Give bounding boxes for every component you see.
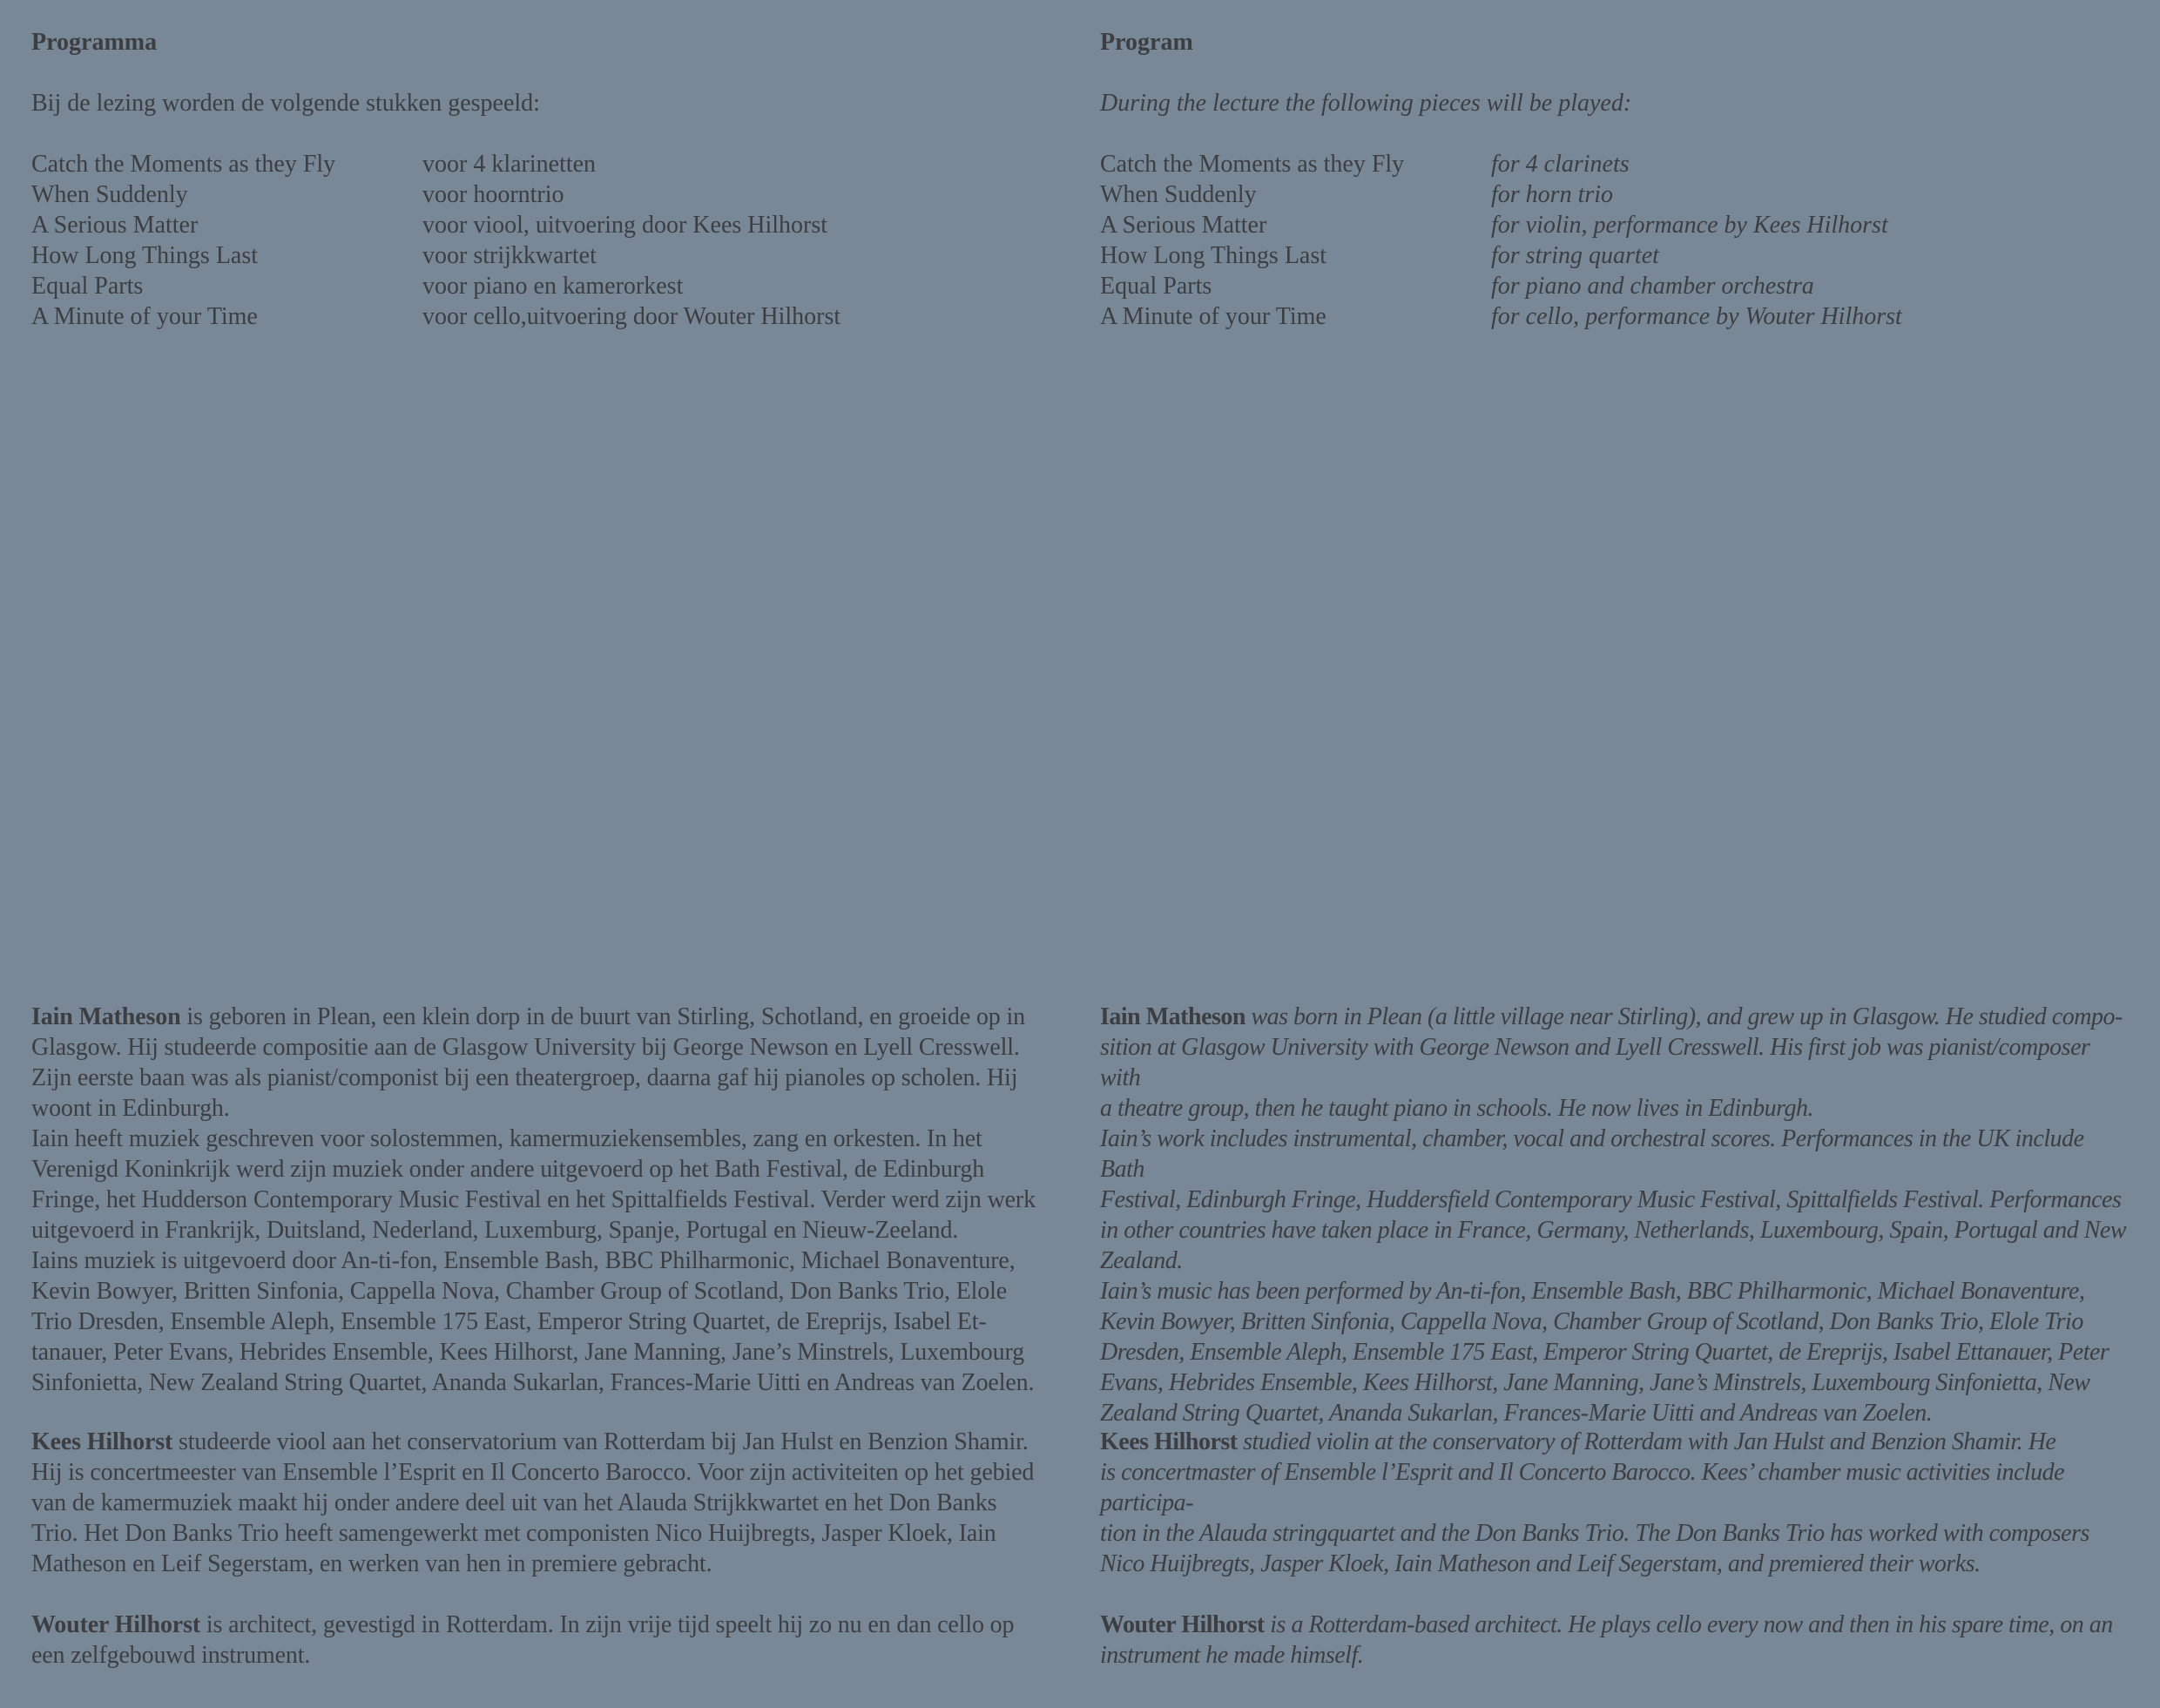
bio-line <box>31 1610 1059 1640</box>
bio-line: een zelfgebouwd instrument. <box>31 1642 311 1669</box>
bio-name: Wouter Hilhorst <box>1100 1611 1265 1638</box>
bio-line: Iains muziek is uitgevoerd door An-ti-fon, Ensemble Bash, BBC Philharmonic, Michael Bonaventure, <box>31 1247 1016 1274</box>
piece-instrumentation: voor strijkkwartet <box>422 242 597 269</box>
bio-line: Kevin Bowyer, Britten Sinfonia, Cappella Nova, Chamber Group of Scotland, Don Banks Trio, Elole <box>31 1278 1008 1305</box>
bio-wouter-hilhorst-nl <box>31 1610 1059 1671</box>
bio-text: is a Rotterdam-based architect. He plays cello every now and then in his spare time, on an <box>1264 1611 2113 1638</box>
bio-line: Fringe, het Hudderson Contemporary Music Festival en het Spittalfields Festival. Verder werd zijn werk <box>31 1186 1036 1213</box>
piece-title: Catch the Moments as they Fly <box>31 151 336 178</box>
piece-row <box>31 179 1059 210</box>
bio-kees-hilhorst-en <box>1100 1427 2128 1579</box>
bio-text: studied violin at the conservatory of Rotterdam with Jan Hulst and Benzion Shamir. He <box>1237 1428 2056 1455</box>
bio-line: Iain heeft muziek geschreven voor solostemmen, kamermuziekensembles, zang en orkesten. In het <box>31 1125 982 1152</box>
bio-wouter-hilhorst-en <box>1100 1610 2128 1671</box>
piece-row <box>1100 301 2128 332</box>
piece-title: A Serious Matter <box>31 212 199 239</box>
piece-row <box>31 301 1059 332</box>
piece-title: A Minute of your Time <box>31 303 258 330</box>
bio-line: in other countries have taken place in France, Germany, Netherlands, Luxembourg, Spain, Portugal and New <box>1100 1217 2127 1244</box>
bio-line: van de kamermuziek maakt hij onder andere deel uit van het Alauda Strijkkwartet en het Don Banks <box>31 1489 997 1516</box>
bio-line: a theatre group, then he taught piano in schools. He now lives in Edinburgh. <box>1100 1095 1814 1122</box>
piece-row <box>31 149 1059 179</box>
bio-text: studeerde viool aan het conservatorium van Rotterdam bij Jan Hulst en Benzion Shamir. <box>172 1428 1029 1455</box>
bio-line <box>1100 1002 2128 1032</box>
piece-instrumentation: for cello, performance by Wouter Hilhorst <box>1491 303 1902 330</box>
bio-text: is architect, gevestigd in Rotterdam. In zijn vrije tijd speelt hij zo nu en dan cello op <box>200 1611 1015 1638</box>
bio-line: Festival, Edinburgh Fringe, Huddersfield Contemporary Music Festival, Spittalfields Festival. Performances <box>1100 1186 2122 1213</box>
bio-line <box>1100 1610 2128 1640</box>
program-intro-nl: Bij de lezing worden de volgende stukken gespeeld: <box>31 90 540 117</box>
piece-row <box>1100 271 2128 301</box>
piece-title: How Long Things Last <box>1100 242 1327 269</box>
piece-instrumentation: for piano and chamber orchestra <box>1491 273 1814 300</box>
bio-line: Kevin Bowyer, Britten Sinfonia, Cappella Nova, Chamber Group of Scotland, Don Banks Trio, Elole Trio <box>1100 1308 2083 1335</box>
bio-line: is concertmaster of Ensemble l’Esprit and Il Concerto Barocco. Kees’ chamber music activities include participa- <box>1100 1459 2065 1516</box>
piece-title: A Serious Matter <box>1100 212 1267 239</box>
bio-line: uitgevoerd in Frankrijk, Duitsland, Nederland, Luxemburg, Spanje, Portugal en Nieuw-Zeeland. <box>31 1217 959 1244</box>
piece-instrumentation: voor piano en kamerorkest <box>422 273 684 300</box>
bio-line: woont in Edinburgh. <box>31 1095 230 1122</box>
piece-title: Catch the Moments as they Fly <box>1100 151 1405 178</box>
piece-instrumentation: voor hoorntrio <box>422 181 564 208</box>
piece-instrumentation: for violin, performance by Kees Hilhorst <box>1491 212 1888 239</box>
piece-title: When Suddenly <box>1100 181 1257 208</box>
piece-row <box>1100 179 2128 210</box>
bio-line: Verenigd Koninkrijk werd zijn muziek onder andere uitgevoerd op het Bath Festival, de Edinburgh <box>31 1156 985 1183</box>
bio-line: tion in the Alauda stringquartet and the Don Banks Trio. The Don Banks Trio has worked with composers <box>1100 1520 2089 1547</box>
piece-row <box>1100 149 2128 179</box>
program-intro-en: During the lecture the following pieces will be played: <box>1100 90 1632 117</box>
bio-text: was born in Plean (a little village near Stirling), and grew up in Glasgow. He studied compo- <box>1245 1003 2123 1030</box>
piece-title: When Suddenly <box>31 181 188 208</box>
bio-line: sition at Glasgow University with George Newson and Lyell Cresswell. His first job was pianist/composer with <box>1100 1034 2090 1091</box>
program-heading-nl: Programma <box>31 29 158 56</box>
piece-row <box>31 240 1059 271</box>
bio-line: Nico Huijbregts, Jasper Kloek, Iain Matheson and Leif Segerstam, and premiered their works. <box>1100 1550 1981 1577</box>
bio-line: Trio Dresden, Ensemble Aleph, Ensemble 175 East, Emperor String Quartet, de Ereprijs, Isabel Et- <box>31 1308 987 1335</box>
piece-title: Equal Parts <box>31 273 144 300</box>
piece-instrumentation: for string quartet <box>1491 242 1659 269</box>
piece-title: A Minute of your Time <box>1100 303 1326 330</box>
piece-list-nl <box>31 149 1059 332</box>
bio-line: Glasgow. Hij studeerde compositie aan de Glasgow University bij George Newson en Lyell Cresswell. <box>31 1034 1020 1061</box>
bio-name: Iain Matheson <box>1100 1003 1245 1030</box>
bio-text: is geboren in Plean, een klein dorp in de buurt van Stirling, Schotland, en groeide op in <box>180 1003 1025 1030</box>
bio-name: Kees Hilhorst <box>31 1428 173 1455</box>
bio-line: tanauer, Peter Evans, Hebrides Ensemble, Kees Hilhorst, Jane Manning, Jane’s Minstrels, Luxembourg <box>31 1339 1024 1366</box>
bio-name: Iain Matheson <box>31 1003 181 1030</box>
bio-line: Zijn eerste baan was als pianist/componist bij een theatergroep, daarna gaf hij pianoles op scholen. Hij <box>31 1064 1018 1091</box>
piece-row <box>1100 210 2128 240</box>
program-heading-en: Program <box>1100 29 1193 56</box>
bio-line: Evans, Hebrides Ensemble, Kees Hilhorst, Jane Manning, Jane’s Minstrels, Luxembourg Sinfonietta, New <box>1100 1369 2090 1396</box>
bio-name: Kees Hilhorst <box>1100 1428 1238 1455</box>
bio-line: Zealand String Quartet, Ananda Sukarlan, Frances-Marie Uitti and Andreas van Zoelen. <box>1100 1400 1933 1427</box>
bio-iain-matheson-nl <box>31 1002 1059 1398</box>
bio-name: Wouter Hilhorst <box>31 1611 201 1638</box>
piece-title: Equal Parts <box>1100 273 1212 300</box>
bio-line <box>31 1002 1059 1032</box>
bio-line: Hij is concertmeester van Ensemble l’Esprit en Il Concerto Barocco. Voor zijn activiteiten op het gebied <box>31 1459 1035 1486</box>
piece-instrumentation: voor cello,uitvoering door Wouter Hilhorst <box>422 303 841 330</box>
piece-row <box>1100 240 2128 271</box>
bio-line: Trio. Het Don Banks Trio heeft samengewerkt met componisten Nico Huijbregts, Jasper Kloek, Iain <box>31 1520 996 1547</box>
bio-line: Dresden, Ensemble Aleph, Ensemble 175 East, Emperor String Quartet, de Ereprijs, Isabel Ettanauer, Peter <box>1100 1339 2109 1366</box>
piece-instrumentation: voor viool, uitvoering door Kees Hilhorst <box>422 212 828 239</box>
bio-line: Sinfonietta, New Zealand String Quartet, Ananda Sukarlan, Frances-Marie Uitti en Andreas van Zoelen. <box>31 1369 1035 1396</box>
piece-list-en <box>1100 149 2128 332</box>
bio-kees-hilhorst-nl <box>31 1427 1059 1579</box>
bio-line: Iain’s work includes instrumental, chamber, vocal and orchestral scores. Performances in the UK include Bath <box>1100 1125 2084 1183</box>
bio-line: Zealand. <box>1100 1247 1183 1274</box>
piece-title: How Long Things Last <box>31 242 259 269</box>
bio-iain-matheson-en <box>1100 1002 2128 1428</box>
piece-row <box>31 210 1059 240</box>
piece-row <box>31 271 1059 301</box>
bio-line: instrument he made himself. <box>1100 1642 1364 1669</box>
bio-line: Matheson en Leif Segerstam, en werken van hen in premiere gebracht. <box>31 1550 712 1577</box>
bio-line <box>1100 1427 2128 1457</box>
piece-instrumentation: for 4 clarinets <box>1491 151 1630 178</box>
piece-instrumentation: for horn trio <box>1491 181 1614 208</box>
bio-line: Iain’s music has been performed by An-ti-fon, Ensemble Bash, BBC Philharmonic, Michael Bonaventure, <box>1100 1278 2085 1305</box>
piece-instrumentation: voor 4 klarinetten <box>422 151 597 178</box>
bio-line <box>31 1427 1059 1457</box>
